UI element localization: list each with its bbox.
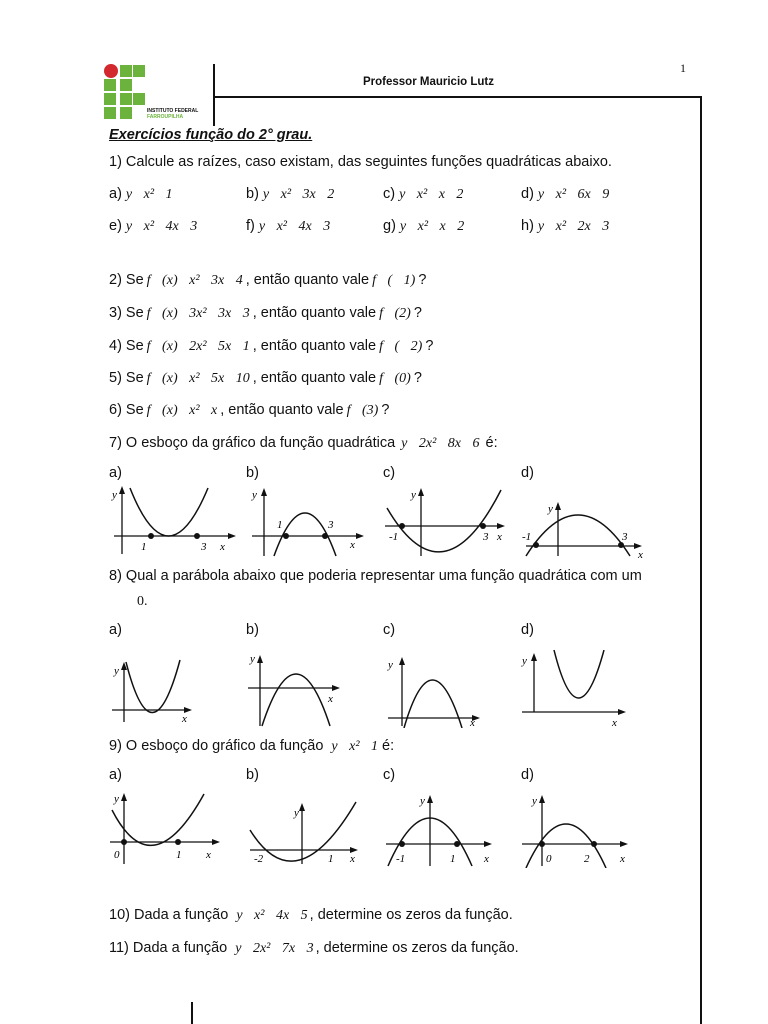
- item-label: c): [383, 186, 396, 202]
- item-label: g): [383, 218, 396, 234]
- q8-option-a: a): [109, 622, 122, 638]
- q9-option-c: c): [383, 767, 396, 783]
- svg-text:1: 1: [277, 519, 283, 531]
- svg-text:3: 3: [201, 541, 207, 553]
- q7-graph-b: [248, 484, 368, 558]
- svg-text:1: 1: [328, 853, 334, 865]
- item-label: h): [521, 218, 534, 234]
- svg-text:y: y: [112, 489, 117, 501]
- q-text: 10) Dada a função: [109, 907, 229, 923]
- q-end: é:: [485, 435, 498, 451]
- svg-text:x: x: [612, 717, 617, 729]
- q1-item-e: [109, 218, 197, 235]
- question-3: [109, 305, 422, 322]
- q-function: f (x) x² x: [146, 403, 218, 418]
- logo-square: [120, 93, 132, 105]
- svg-text:y: y: [522, 655, 527, 667]
- svg-text:y: y: [532, 795, 537, 807]
- q8-option-c: c): [383, 622, 396, 638]
- logo-square: [120, 65, 132, 77]
- header-horizontal-line: [213, 96, 702, 98]
- svg-text:y: y: [250, 653, 255, 665]
- q-prefix: 6) Se: [109, 402, 144, 418]
- svg-text:0: 0: [546, 853, 552, 865]
- q1-item-f: [246, 218, 330, 235]
- logo-square: [120, 107, 132, 119]
- q-text: 9) O esboço do gráfico da função: [109, 738, 324, 754]
- svg-text:1: 1: [141, 541, 147, 553]
- q-function: f (x) x² 3x 4: [146, 273, 243, 288]
- q-function: f (x) x² 5x 10: [146, 371, 250, 386]
- svg-text:x: x: [220, 541, 225, 553]
- q-value: f (2): [379, 306, 411, 321]
- svg-text:y: y: [294, 807, 299, 819]
- svg-text:y: y: [420, 795, 425, 807]
- q-function: y x² 4x 5: [236, 908, 308, 923]
- q-text: 11) Dada a função: [109, 940, 228, 956]
- q9-option-d: d): [521, 767, 534, 783]
- logo-square: [104, 107, 116, 119]
- q1-item-d: [521, 186, 609, 203]
- q-function: f (x) 2x² 5x 1: [146, 339, 250, 354]
- page-title: Exercícios função do 2° grau.: [109, 127, 313, 143]
- page-right-border: [700, 96, 702, 1024]
- q-mid: , então quanto vale: [252, 338, 377, 354]
- q-value: f ( 1): [372, 273, 416, 288]
- q-prefix: 5) Se: [109, 370, 144, 386]
- question-2: [109, 272, 426, 289]
- item-expr: y x² 3x 2: [262, 187, 335, 202]
- q-end: ?: [413, 370, 422, 386]
- question-8-condition: 0.: [137, 594, 148, 609]
- page-number: 1: [680, 61, 686, 75]
- q-function: y 2x² 7x 3: [235, 941, 314, 956]
- q1-item-b: [246, 186, 334, 203]
- svg-text:x: x: [328, 693, 333, 705]
- item-expr: y x² x 2: [399, 187, 464, 202]
- q8-option-b: b): [246, 622, 259, 638]
- q9-option-a: a): [109, 767, 122, 783]
- svg-text:y: y: [548, 503, 553, 515]
- svg-text:3: 3: [622, 531, 628, 543]
- svg-text:x: x: [470, 717, 475, 728]
- header-vertical-line: [213, 64, 215, 126]
- q8-graph-b: [246, 650, 346, 728]
- svg-text:x: x: [484, 853, 489, 865]
- item-expr: y x² 2x 3: [537, 219, 610, 234]
- svg-text:0: 0: [114, 849, 120, 861]
- item-label: f): [246, 218, 255, 234]
- q7-option-b: b): [246, 465, 259, 481]
- q8-option-d: d): [521, 622, 534, 638]
- q-prefix: 3) Se: [109, 305, 144, 321]
- q7-option-c: c): [383, 465, 396, 481]
- svg-text:3: 3: [328, 519, 334, 531]
- svg-text:x: x: [497, 531, 502, 543]
- q-function: y x² 1: [331, 739, 379, 754]
- q-end: é:: [382, 738, 395, 754]
- q-value: f (3): [346, 403, 379, 418]
- svg-text:y: y: [114, 793, 119, 805]
- logo-square: [133, 65, 145, 77]
- q1-item-c: [383, 186, 463, 203]
- q-mid: , então quanto vale: [245, 272, 370, 288]
- bottom-vertical-mark: [191, 1002, 193, 1024]
- item-label: b): [246, 186, 259, 202]
- svg-text:-1: -1: [396, 853, 406, 865]
- svg-text:x: x: [350, 853, 355, 865]
- question-6: [109, 402, 389, 419]
- q-end: ?: [381, 402, 390, 418]
- item-label: e): [109, 218, 122, 234]
- logo-red-dot: [104, 64, 118, 78]
- q1-item-a: [109, 186, 173, 203]
- q-text: 7) O esboço da gráfico da função quadrática: [109, 435, 396, 451]
- logo-square: [104, 79, 116, 91]
- q1-item-h: [521, 218, 609, 235]
- q-function: f (x) 3x² 3x 3: [146, 306, 250, 321]
- q8-graph-d: [520, 650, 630, 730]
- q-value: f (0): [379, 371, 411, 386]
- q9-graph-d: [520, 790, 640, 868]
- q7-graph-c: [383, 484, 513, 558]
- q7-option-a: a): [109, 465, 122, 481]
- q8-graph-c: [384, 652, 484, 728]
- logo-square: [133, 93, 145, 105]
- q7-option-d: d): [521, 465, 534, 481]
- item-expr: y x² 4x 3: [258, 219, 331, 234]
- item-expr: y x² 6x 9: [537, 187, 610, 202]
- q9-option-b: b): [246, 767, 259, 783]
- q-prefix: 2) Se: [109, 272, 144, 288]
- logo-text-2: FARROUPILHA: [147, 114, 184, 120]
- svg-text:-2: -2: [254, 853, 264, 865]
- svg-text:y: y: [114, 665, 119, 677]
- svg-text:-1: -1: [389, 531, 399, 543]
- svg-text:x: x: [206, 849, 211, 861]
- q-end: ?: [418, 272, 427, 288]
- question-10: [109, 907, 513, 924]
- item-label: d): [521, 186, 534, 202]
- svg-text:1: 1: [176, 849, 182, 861]
- q9-graph-c: [384, 790, 504, 868]
- question-7: [109, 435, 498, 452]
- svg-text:x: x: [350, 539, 355, 551]
- q-value: f ( 2): [379, 339, 423, 354]
- q-mid: , então quanto vale: [252, 305, 377, 321]
- svg-text:x: x: [620, 853, 625, 865]
- item-expr: y x² 4x 3: [125, 219, 198, 234]
- item-label: a): [109, 186, 122, 202]
- q9-graph-b: [246, 798, 366, 868]
- q7-graph-a: [108, 484, 238, 558]
- professor-name: Professor Mauricio Lutz: [363, 76, 494, 88]
- question-9: [109, 738, 394, 755]
- q9-graph-a: [108, 788, 228, 868]
- svg-text:y: y: [388, 659, 393, 671]
- svg-text:x: x: [638, 549, 643, 560]
- item-expr: y x² 1: [125, 187, 173, 202]
- question-4: [109, 338, 433, 355]
- q-end: , determine os zeros da função.: [315, 940, 519, 956]
- svg-text:y: y: [411, 489, 416, 501]
- logo-text-1: INSTITUTO FEDERAL: [147, 108, 199, 114]
- question-11: [109, 940, 519, 957]
- svg-text:x: x: [182, 713, 187, 724]
- q-prefix: 4) Se: [109, 338, 144, 354]
- logo-square: [104, 93, 116, 105]
- q-end: ?: [413, 305, 422, 321]
- q1-item-g: [383, 218, 464, 235]
- svg-text:2: 2: [584, 853, 590, 865]
- question-8: 8) Qual a parábola abaixo que poderia representar uma função quadrática com um: [109, 568, 642, 584]
- question-1: 1) Calcule as raízes, caso existam, das seguintes funções quadráticas abaixo.: [109, 154, 612, 170]
- q-mid: , então quanto vale: [252, 370, 377, 386]
- q-end: ?: [425, 338, 434, 354]
- q8-graph-a: [110, 654, 195, 724]
- question-5: [109, 370, 422, 387]
- item-expr: y x² x 2: [399, 219, 465, 234]
- q-mid: , então quanto vale: [220, 402, 344, 418]
- svg-text:y: y: [252, 489, 257, 501]
- svg-text:3: 3: [483, 531, 489, 543]
- q7-graph-d: [520, 490, 650, 560]
- svg-text:1: 1: [450, 853, 456, 865]
- logo-square: [120, 79, 132, 91]
- svg-text:-1: -1: [522, 531, 532, 543]
- q-function: y 2x² 8x 6: [401, 436, 480, 451]
- q-end: , determine os zeros da função.: [309, 907, 513, 923]
